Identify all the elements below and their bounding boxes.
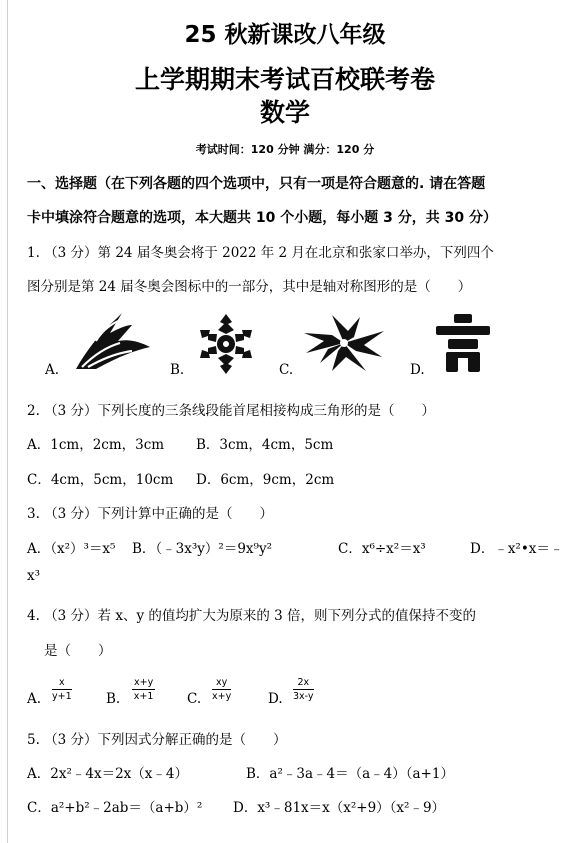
section1-instruction-line2: 卡中填涂符合题意的选项，本大题共 10 个小题，每小题 3 分，共 30 分） bbox=[27, 210, 497, 226]
q4-stem-line1: 4. （3 分）若 x、y 的值均扩大为原来的 3 倍，则下列分式的值保持不变的 bbox=[27, 608, 477, 624]
q4-option-c-label: C. bbox=[187, 691, 202, 707]
q3-option-d: D．﹣x²•x＝﹣ bbox=[470, 541, 564, 557]
q4-option-a-label: A. bbox=[27, 691, 42, 707]
q4-option-c-fraction bbox=[212, 677, 231, 702]
q2-option-c: C．4cm，5cm，10cm bbox=[27, 472, 174, 488]
fraction-denominator: y+1 bbox=[52, 691, 72, 702]
q5-option-b: B．a²﹣3a﹣4＝（a﹣4）（a+1） bbox=[246, 766, 454, 782]
q4-stem-line2: 是（ ） bbox=[44, 643, 112, 659]
q3-option-b: B．（﹣3x³y）²＝9x⁹y² bbox=[132, 541, 272, 557]
inukshuk-emblem-icon bbox=[432, 312, 494, 374]
exam-subject: 数学 bbox=[259, 98, 310, 127]
fraction-denominator: 3x-y bbox=[293, 691, 314, 702]
q5-option-c: C．a²+b²﹣2ab＝（a+b）² bbox=[27, 800, 203, 816]
q4-option-a-fraction bbox=[52, 677, 72, 702]
q4-option-b-fraction bbox=[132, 677, 155, 702]
q1-option-c-label: C. bbox=[279, 362, 294, 378]
q1-option-b-label: B. bbox=[170, 362, 185, 378]
exam-info: 考试时间：120 分钟 满分：120 分 bbox=[195, 143, 375, 156]
q5-option-a: A．2x²﹣4x＝2x（x﹣4） bbox=[27, 766, 188, 782]
q4-option-d-fraction bbox=[293, 677, 314, 702]
flower-emblem-icon bbox=[302, 313, 386, 373]
q1-stem-line2: 图分别是第 24 届冬奥会图标中的一部分，其中是轴对称图形的是（ ） bbox=[27, 279, 472, 295]
q3-option-d-wrap: x³ bbox=[27, 568, 41, 584]
q4-option-b-label: B. bbox=[106, 691, 121, 707]
q3-option-a: A．（x²）³＝x⁵ bbox=[27, 541, 116, 557]
q3-option-c: C．x⁶÷x²＝x³ bbox=[338, 541, 426, 557]
q5-option-d: D．x³﹣81x＝x（x²+9）（x²﹣9） bbox=[233, 800, 446, 816]
swoosh-emblem-icon bbox=[66, 311, 152, 373]
q2-option-a: A．1cm，2cm，3cm bbox=[27, 437, 165, 453]
fraction-denominator: x+1 bbox=[133, 691, 154, 702]
q2-option-b: B．3cm，4cm，5cm bbox=[196, 437, 334, 453]
q1-option-d-label: D. bbox=[410, 362, 425, 378]
q1-option-a-label: A. bbox=[45, 362, 60, 378]
exam-title-line1: 25 秋新课改八年级 bbox=[184, 22, 386, 48]
snowflake-emblem-icon bbox=[196, 312, 256, 376]
fraction-denominator: x+y bbox=[212, 691, 232, 702]
q5-stem: 5. （3 分）下列因式分解正确的是（ ） bbox=[27, 732, 287, 748]
exam-title-line2: 上学期期末考试百校联考卷 bbox=[134, 65, 435, 94]
fraction-numerator: xy bbox=[212, 677, 231, 690]
fraction-numerator: x bbox=[52, 677, 72, 690]
q1-stem-line1: 1. （3 分）第 24 届冬奥会将于 2022 年 2 月在北京和张家口举办，下列四个 bbox=[27, 245, 494, 261]
q2-option-d: D．6cm，9cm，2cm bbox=[196, 472, 335, 488]
q4-option-d-label: D. bbox=[268, 691, 283, 707]
q2-stem: 2. （3 分）下列长度的三条线段能首尾相接构成三角形的是（ ） bbox=[27, 403, 436, 419]
fraction-numerator: x+y bbox=[134, 677, 154, 688]
section1-instruction-line1: 一、选择题（在下列各题的四个选项中，只有一项是符合题意的. 请在答题 bbox=[27, 176, 486, 192]
q3-stem: 3. （3 分）下列计算中正确的是（ ） bbox=[27, 506, 274, 522]
fraction-numerator: 2x bbox=[293, 677, 314, 690]
